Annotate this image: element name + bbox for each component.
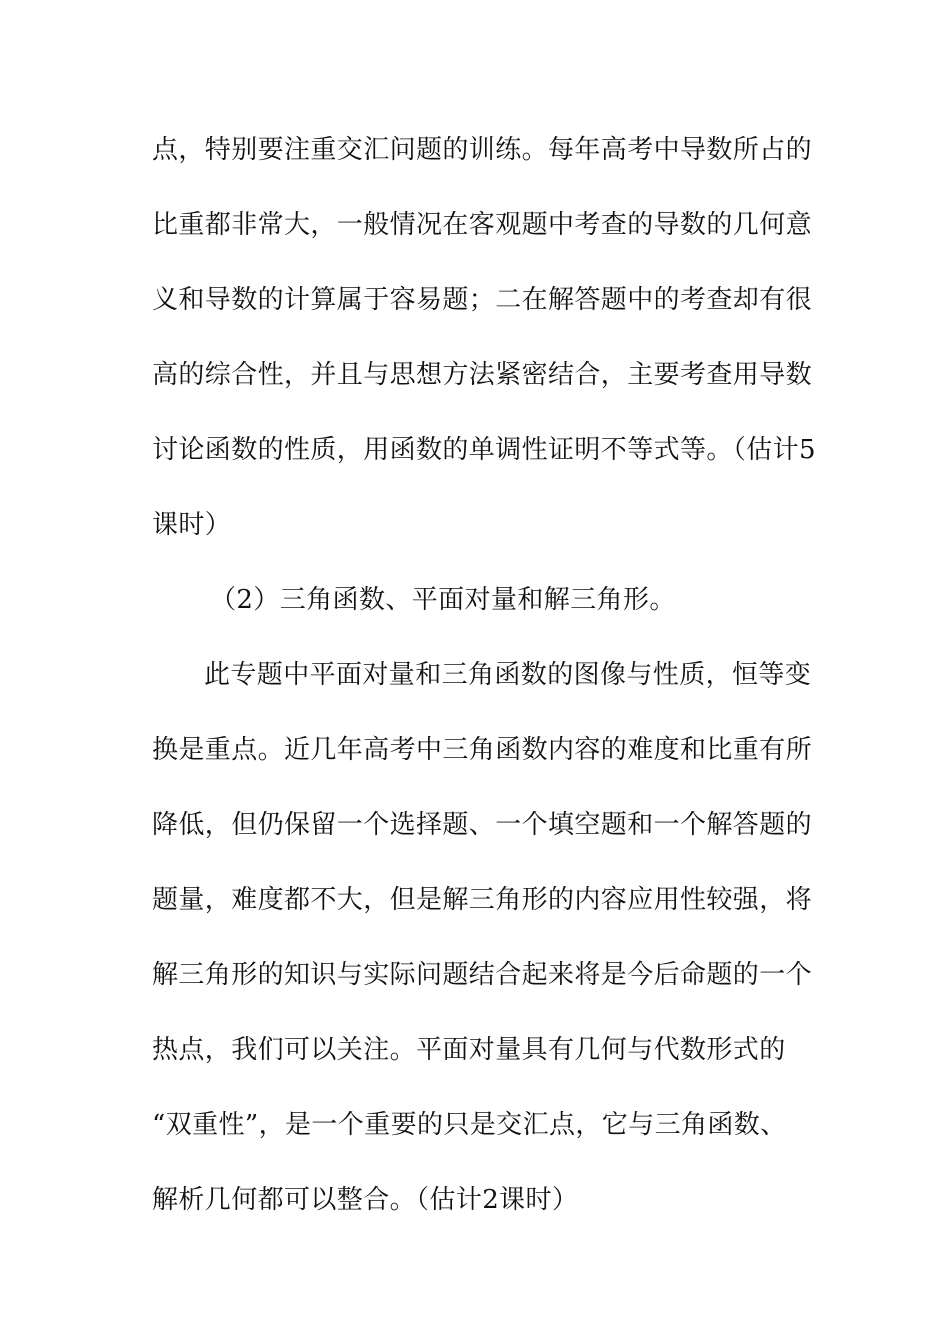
paragraph-line: 义和导数的计算属于容易题；二在解答题中的考查却有很 (152, 285, 813, 315)
paragraph-line: 高的综合性，并且与思想方法紧密结合，主要考查用导数 (152, 360, 813, 390)
paragraph-line: 点，特别要注重交汇问题的训练。每年高考中导数所占的 (152, 135, 813, 165)
paragraph-line: 热点，我们可以关注。平面对量具有几何与代数形式的 (152, 1035, 786, 1065)
paragraph-line: 课时） (152, 510, 232, 540)
section-heading: （2）三角函数、平面对量和解三角形。 (210, 585, 676, 615)
paragraph-line: 换是重点。近几年高考中三角函数内容的难度和比重有所 (152, 735, 813, 765)
paragraph-line: “双重性”，是一个重要的只是交汇点，它与三角函数、 (152, 1110, 787, 1140)
paragraph-line: 此专题中平面对量和三角函数的图像与性质，恒等变 (204, 660, 812, 690)
paragraph-line: 讨论函数的性质，用函数的单调性证明不等式等。（估计5 (152, 435, 816, 465)
paragraph-line: 题量，难度都不大，但是解三角形的内容应用性较强，将 (152, 885, 813, 915)
paragraph-line: 降低，但仍保留一个选择题、一个填空题和一个解答题的 (152, 810, 813, 840)
paragraph-line: 解三角形的知识与实际问题结合起来将是今后命题的一个 (152, 960, 813, 990)
paragraph-line: 解析几何都可以整合。（估计2课时） (152, 1185, 579, 1215)
paragraph-line: 比重都非常大，一般情况在客观题中考查的导数的几何意 (152, 210, 813, 240)
